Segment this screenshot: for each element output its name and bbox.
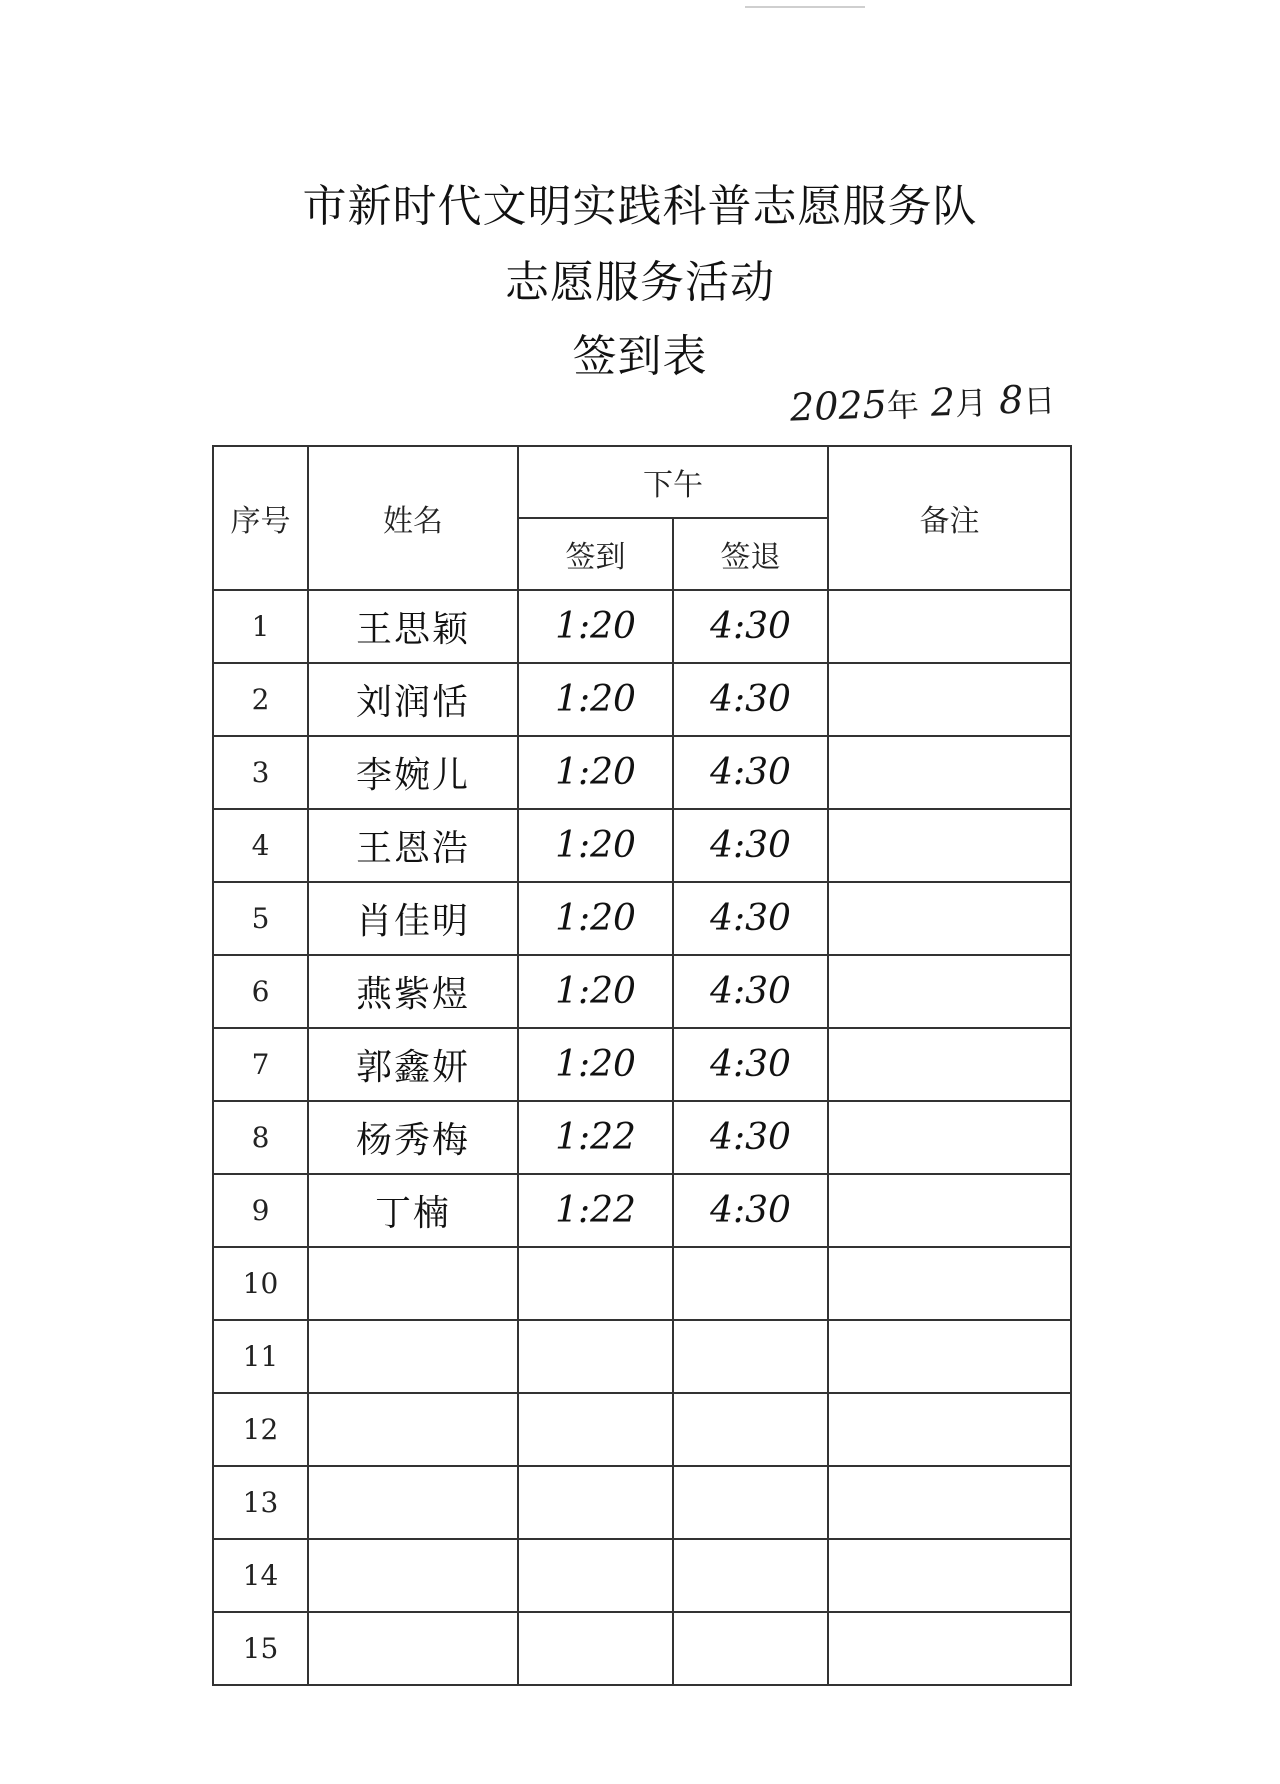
date-day-unit: 日 [1022, 381, 1056, 421]
row-name [308, 1466, 518, 1539]
row-remarks [828, 663, 1071, 736]
document-title: 市新时代文明实践科普志愿服务队 [302, 181, 978, 232]
row-name: 郭鑫妍 [308, 1028, 518, 1101]
row-sign-out: 4:30 [673, 663, 828, 736]
table-row [213, 1174, 1071, 1247]
row-sign-in: 1:20 [518, 882, 673, 955]
row-name: 王思颖 [308, 590, 518, 663]
row-name: 王恩浩 [308, 809, 518, 882]
row-sign-in: 1:20 [518, 663, 673, 736]
table-row [213, 590, 1071, 663]
row-sign-in [518, 1466, 673, 1539]
row-index: 15 [213, 1612, 308, 1685]
table-row [213, 1539, 1071, 1612]
row-index: 2 [213, 663, 308, 736]
row-sign-in: 1:20 [518, 955, 673, 1028]
row-sign-out [673, 1247, 828, 1320]
header-sign-out: 签退 [673, 518, 828, 590]
row-index: 11 [213, 1320, 308, 1393]
row-sign-out: 4:30 [673, 1028, 828, 1101]
row-sign-out [673, 1393, 828, 1466]
row-sign-in: 1:22 [518, 1101, 673, 1174]
table-row [213, 1247, 1071, 1320]
row-sign-in [518, 1320, 673, 1393]
table-row [213, 1612, 1071, 1685]
row-index: 12 [213, 1393, 308, 1466]
row-name: 燕紫煜 [308, 955, 518, 1028]
row-index: 6 [213, 955, 308, 1028]
table-row [213, 1393, 1071, 1466]
row-name: 李婉儿 [308, 736, 518, 809]
row-sign-out [673, 1612, 828, 1685]
sign-in-table [212, 445, 1072, 1686]
row-sign-in: 1:20 [518, 590, 673, 663]
row-remarks [828, 1393, 1071, 1466]
row-remarks [828, 1612, 1071, 1685]
row-name [308, 1393, 518, 1466]
row-name [308, 1247, 518, 1320]
row-remarks [828, 1466, 1071, 1539]
table-row [213, 882, 1071, 955]
row-sign-in: 1:20 [518, 809, 673, 882]
row-index: 13 [213, 1466, 308, 1539]
date-month: 2 [930, 379, 956, 425]
row-remarks [828, 1028, 1071, 1101]
header-sign-in: 签到 [518, 518, 673, 590]
row-sign-in [518, 1612, 673, 1685]
handwritten-date [789, 375, 1056, 430]
row-name [308, 1539, 518, 1612]
row-sign-in [518, 1247, 673, 1320]
table-row [213, 1028, 1071, 1101]
row-name: 刘润恬 [308, 663, 518, 736]
row-index: 1 [213, 590, 308, 663]
row-sign-in: 1:22 [518, 1174, 673, 1247]
row-remarks [828, 1320, 1071, 1393]
row-sign-out [673, 1466, 828, 1539]
date-year-unit: 年 [886, 386, 920, 426]
table-row [213, 955, 1071, 1028]
document-sheet-name: 签到表 [572, 331, 708, 382]
row-name: 杨秀梅 [308, 1101, 518, 1174]
row-sign-out: 4:30 [673, 1174, 828, 1247]
table-row [213, 1101, 1071, 1174]
row-name [308, 1320, 518, 1393]
row-remarks [828, 882, 1071, 955]
row-remarks [828, 1539, 1071, 1612]
row-index: 4 [213, 809, 308, 882]
row-sign-out: 4:30 [673, 955, 828, 1028]
row-remarks [828, 1101, 1071, 1174]
row-sign-out [673, 1539, 828, 1612]
header-index: 序号 [213, 446, 308, 590]
header-name: 姓名 [308, 446, 518, 590]
row-sign-out: 4:30 [673, 590, 828, 663]
scan-artifact-line [745, 6, 865, 8]
row-sign-in: 1:20 [518, 736, 673, 809]
date-year: 2025 [789, 382, 888, 430]
row-index: 10 [213, 1247, 308, 1320]
date-day: 8 [998, 377, 1025, 423]
row-sign-out: 4:30 [673, 736, 828, 809]
row-remarks [828, 1247, 1071, 1320]
row-index: 3 [213, 736, 308, 809]
row-remarks [828, 809, 1071, 882]
table-row [213, 736, 1071, 809]
table-row [213, 1320, 1071, 1393]
row-remarks [828, 955, 1071, 1028]
row-index: 9 [213, 1174, 308, 1247]
row-sign-in: 1:20 [518, 1028, 673, 1101]
table-row [213, 663, 1071, 736]
header-remarks: 备注 [828, 446, 1071, 590]
row-name: 丁楠 [308, 1174, 518, 1247]
row-name: 肖佳明 [308, 882, 518, 955]
date-month-unit: 月 [954, 383, 988, 423]
row-remarks [828, 1174, 1071, 1247]
header-afternoon: 下午 [518, 446, 828, 518]
row-sign-out: 4:30 [673, 882, 828, 955]
row-index: 14 [213, 1539, 308, 1612]
row-sign-in [518, 1539, 673, 1612]
row-index: 5 [213, 882, 308, 955]
table-row [213, 809, 1071, 882]
row-sign-out: 4:30 [673, 809, 828, 882]
table-row [213, 1466, 1071, 1539]
row-remarks [828, 590, 1071, 663]
row-remarks [828, 736, 1071, 809]
row-sign-in [518, 1393, 673, 1466]
row-sign-out [673, 1320, 828, 1393]
row-sign-out: 4:30 [673, 1101, 828, 1174]
row-name [308, 1612, 518, 1685]
row-index: 7 [213, 1028, 308, 1101]
row-index: 8 [213, 1101, 308, 1174]
document-subtitle: 志愿服务活动 [505, 257, 775, 308]
